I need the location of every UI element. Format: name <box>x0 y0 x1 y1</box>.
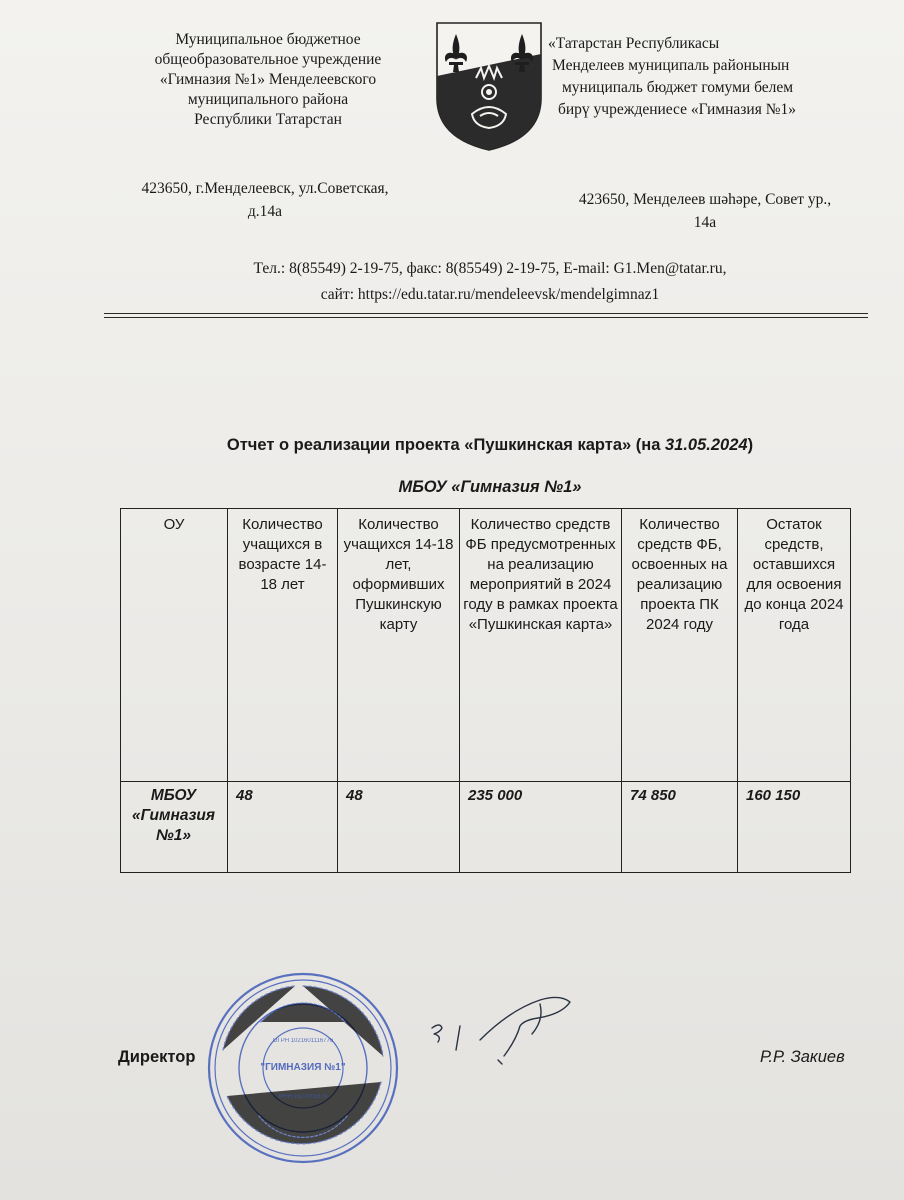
contacts-phone-email: Тел.: 8(85549) 2-19-75, факс: 8(85549) 2-19-75, E-mail: G1.Men@tatar.ru, <box>253 260 727 277</box>
cell-funds-planned: 235 000 <box>460 782 622 873</box>
report-subtitle: МБОУ «Гимназия №1» <box>398 478 582 496</box>
address-ru-line2: д.14а <box>247 203 283 220</box>
contact-info <box>150 256 830 308</box>
report-title-end: ) <box>747 436 754 454</box>
report-title-main: Отчет о реализации проекта «Пушкинская карта» (на <box>226 436 665 454</box>
cell-funds-spent: 74 850 <box>622 782 738 873</box>
stamp-inn: ИНН 1627001679 <box>278 1094 328 1100</box>
org-tt-line: Менделеев муниципаль районынын <box>552 57 790 74</box>
stamp-center-text: "ГИМНАЗИЯ №1" <box>260 1062 346 1073</box>
address-ru-line1: 423650, г.Менделеевск, ул.Советская, <box>141 180 389 197</box>
column-header-funds-remaining: Остаток средств, оставшихся для освоения до конца 2024 года <box>738 509 851 782</box>
table-row <box>121 782 851 873</box>
column-header-students-with-card: Количество учащихся 14-18 лет, оформивших Пушкинскую карту <box>338 509 460 782</box>
org-ru-line: муниципального района <box>187 91 349 108</box>
address-tt-line2: 14а <box>693 214 717 231</box>
org-tt-line: муниципаль бюджет гомуми белем <box>562 79 794 96</box>
director-label: Директор <box>118 1048 196 1066</box>
address-tt-line1: 423650, Менделеев шәһәре, Совет ур., <box>578 191 832 208</box>
director-name: Р.Р. Закиев <box>760 1048 845 1066</box>
address-tatar <box>540 188 870 234</box>
director-signature-icon <box>420 980 610 1070</box>
report-table <box>120 508 851 873</box>
cell-funds-remaining: 160 150 <box>738 782 851 873</box>
report-title <box>100 436 880 455</box>
org-name-tatar <box>540 33 860 121</box>
org-tt-line: бирү учреждениесе «Гимназия №1» <box>558 101 796 118</box>
org-ru-line: Муниципальное бюджетное <box>175 31 361 48</box>
column-header-students-total: Количество учащихся в возрасте 14-18 лет <box>228 509 338 782</box>
cell-students-with-card: 48 <box>338 782 460 873</box>
column-header-school: ОУ <box>121 509 228 782</box>
address-russian <box>110 177 420 223</box>
cell-school: МБОУ «Гимназия №1» <box>121 782 228 873</box>
official-stamp-icon <box>205 970 401 1166</box>
column-header-funds-planned: Количество средств ФБ предусмотренных на реализацию мероприятий в 2024 году в рамках проекта «Пушкинская карта» <box>460 509 622 782</box>
contacts-website: сайт: https://edu.tatar.ru/mendeleevsk/mendelgimnaz1 <box>320 286 660 303</box>
org-ru-line: Республики Татарстан <box>194 111 342 128</box>
org-tt-line: «Татарстан Республикасы <box>548 35 720 52</box>
org-ru-line: общеобразовательное учреждение <box>154 51 382 68</box>
stamp-ogrn: ОГРН 1021601116776 <box>272 1038 334 1044</box>
org-ru-line: «Гимназия №1» Менделеевского <box>159 71 377 88</box>
column-header-funds-spent: Количество средств ФБ, освоенных на реализацию проекта ПК 2024 году <box>622 509 738 782</box>
header-divider-bottom <box>104 317 868 318</box>
report-title-date: 31.05.2024 <box>665 436 748 454</box>
coat-of-arms-icon <box>434 20 544 152</box>
org-name-russian <box>128 30 408 130</box>
table-header-row <box>121 509 851 782</box>
cell-students-total: 48 <box>228 782 338 873</box>
header-divider-top <box>104 313 868 314</box>
